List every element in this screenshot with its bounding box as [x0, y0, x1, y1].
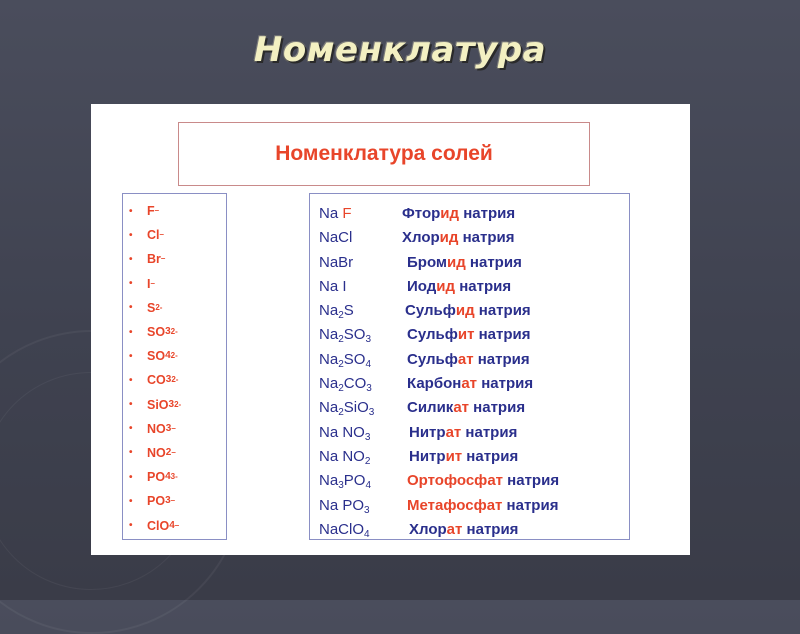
formula-subscript: 3: [364, 504, 370, 516]
formula-part: Na NO: [319, 447, 365, 465]
name-part: натрия: [502, 496, 559, 514]
name-part: натрия: [473, 350, 530, 368]
name-part: Бром: [407, 253, 448, 271]
anion-item: • NO 2 –: [129, 445, 176, 460]
anion-item: • ClO 4 –: [129, 518, 180, 533]
name-part: Нитр: [409, 423, 446, 441]
anion-item: • Cl –: [129, 228, 164, 243]
anion-symbol: SO: [147, 349, 166, 364]
bullet-icon: •: [129, 350, 133, 362]
formula-subscript: 4: [365, 358, 371, 370]
table-heading-box: [178, 122, 590, 186]
formula-part: S: [343, 302, 354, 320]
formula-part: Na: [319, 205, 343, 222]
formula-subscript: 2: [338, 358, 344, 370]
name-part: натрия: [474, 302, 531, 320]
salt-formula: [319, 448, 370, 465]
bullet-icon: •: [129, 205, 133, 217]
name-part: Фтор: [402, 205, 441, 222]
formula-part: F: [342, 205, 352, 222]
name-part: натрия: [477, 375, 534, 393]
salt-name: [409, 521, 518, 538]
name-highlight: ат: [446, 520, 463, 538]
formula-part: NaBr: [319, 253, 354, 271]
formula-subscript: 2: [338, 407, 344, 419]
salt-formula: [319, 375, 372, 395]
formula-part: Na NO: [319, 423, 365, 441]
anion-symbol: SiO: [147, 397, 169, 412]
name-part: Хлор: [402, 229, 440, 247]
salt-formula: [319, 521, 370, 538]
anion-item: • PO 4 3-: [129, 470, 178, 485]
anion-item: • CO 3 2-: [129, 373, 179, 388]
formula-part: Na: [319, 375, 339, 393]
salt-name: [402, 229, 514, 246]
formula-subscript: 4: [364, 528, 370, 540]
bullet-icon: •: [129, 423, 133, 435]
anion-symbol: Br: [147, 252, 161, 267]
bullet-icon: •: [129, 471, 133, 483]
formula-subscript: 4: [365, 480, 371, 492]
salt-name: [407, 399, 525, 416]
formula-part: Na I: [319, 277, 347, 295]
salt-name: [407, 351, 530, 368]
salt-row: [310, 203, 629, 227]
salt-formula: [319, 497, 370, 514]
salt-formula: [319, 472, 371, 492]
name-highlight: ат: [453, 399, 470, 417]
anion-symbol: ClO: [147, 518, 170, 533]
anion-list: [123, 194, 226, 538]
anion-symbol: I: [147, 276, 151, 291]
anion-list-box: [122, 193, 227, 540]
anion-symbol: Cl: [147, 228, 160, 243]
salt-row: [310, 519, 629, 543]
salt-row: [310, 324, 629, 348]
anion-item: • SO 3 2-: [129, 325, 178, 340]
name-highlight: ид: [447, 253, 466, 271]
bullet-icon: •: [129, 302, 133, 314]
salt-name: [407, 278, 511, 295]
salt-formula: [319, 229, 352, 246]
name-part: Нитр: [409, 447, 446, 465]
bullet-icon: •: [129, 495, 133, 507]
formula-subscript: 2: [364, 455, 371, 467]
name-part: Сульф: [407, 350, 458, 368]
salt-name: [409, 424, 517, 441]
bullet-icon: •: [129, 253, 133, 265]
name-part: Карбон: [407, 375, 462, 393]
formula-subscript: 3: [368, 407, 375, 419]
name-part: натрия: [465, 253, 522, 271]
name-part: Сульф: [407, 326, 458, 344]
salt-formula: [319, 205, 352, 222]
salt-formula: [319, 351, 371, 368]
name-highlight: Ортофосф: [407, 472, 488, 490]
name-highlight: ат: [445, 423, 462, 441]
slide-title: Номенклатура: [253, 30, 547, 70]
salt-row: [310, 252, 629, 276]
anion-item: • SO 4 2-: [129, 349, 178, 364]
name-part: натрия: [461, 423, 518, 441]
name-highlight: ит: [457, 326, 475, 344]
salt-row: [310, 470, 629, 494]
salt-formula: [319, 302, 354, 322]
salt-name: [405, 302, 531, 319]
salt-formula: [319, 278, 347, 295]
salt-row: [310, 422, 629, 446]
salt-row: [310, 276, 629, 300]
formula-part: Na: [319, 302, 339, 320]
name-highlight: ат: [486, 496, 503, 514]
name-part: натрия: [455, 277, 512, 295]
table-image-panel: [91, 104, 690, 555]
formula-part: Na: [319, 350, 339, 368]
salt-name: [407, 375, 533, 392]
salt-name: [407, 497, 558, 514]
formula-subscript: 3: [365, 334, 371, 346]
bullet-icon: •: [129, 399, 133, 411]
name-highlight: ид: [439, 229, 459, 247]
name-part: натрия: [459, 205, 516, 222]
anion-item: • S 2-: [129, 300, 163, 315]
anion-item: • F –: [129, 204, 160, 219]
name-part: Силик: [407, 399, 454, 417]
salt-row: [310, 495, 629, 519]
bullet-icon: •: [129, 278, 133, 290]
salt-list-box: [309, 193, 630, 540]
anion-item: • SiO 3 2-: [129, 397, 182, 412]
anion-item: • PO 3 –: [129, 494, 176, 509]
salt-row: [310, 349, 629, 373]
anion-symbol: PO: [147, 494, 166, 509]
bullet-icon: •: [129, 520, 133, 532]
formula-part: Na: [319, 399, 339, 417]
anion-symbol: NO: [147, 445, 166, 460]
anion-item: • I –: [129, 276, 155, 291]
salt-formula: [319, 254, 353, 271]
salt-row: [310, 446, 629, 470]
bullet-icon: •: [129, 447, 133, 459]
name-highlight: Метафосф: [407, 496, 487, 514]
name-highlight: ит: [445, 447, 463, 465]
name-part: натрия: [503, 472, 560, 490]
name-highlight: ат: [457, 350, 474, 368]
anion-item: • Br –: [129, 252, 166, 267]
name-highlight: ид: [436, 277, 456, 295]
formula-part: PO: [343, 472, 366, 490]
salt-name: [407, 472, 559, 489]
name-highlight: ид: [440, 205, 460, 222]
anion-symbol: PO: [147, 470, 166, 485]
anion-symbol: SO: [147, 325, 166, 340]
salt-name: [402, 205, 515, 222]
formula-part: NaClO: [319, 520, 365, 538]
formula-part: Na: [319, 326, 339, 344]
salt-name: [407, 254, 522, 271]
anion-symbol: NO: [147, 421, 166, 436]
name-highlight: ид: [455, 302, 475, 320]
formula-subscript: 2: [338, 334, 344, 346]
anion-item: • NO 3 –: [129, 421, 176, 436]
name-part: натрия: [458, 229, 515, 247]
formula-part: SO: [343, 326, 366, 344]
formula-subscript: 3: [338, 480, 344, 492]
formula-subscript: 3: [364, 431, 371, 443]
anion-symbol: F: [147, 204, 155, 219]
name-highlight: ат: [487, 472, 504, 490]
anion-symbol: CO: [147, 373, 166, 388]
formula-part: SiO: [343, 399, 369, 417]
salt-formula: [319, 326, 371, 346]
salt-formula: [319, 399, 375, 419]
name-part: натрия: [462, 520, 519, 538]
anion-symbol: S: [147, 300, 156, 315]
salt-row: [310, 227, 629, 251]
name-part: натрия: [474, 326, 531, 344]
salt-row: [310, 373, 629, 397]
formula-subscript: 3: [366, 383, 372, 395]
name-part: натрия: [469, 399, 526, 417]
formula-part: SO: [343, 350, 366, 368]
bullet-icon: •: [129, 374, 133, 386]
salt-formula: [319, 424, 370, 441]
name-part: Иод: [407, 277, 437, 295]
formula-subscript: 2: [338, 310, 344, 322]
name-part: Хлор: [409, 520, 447, 538]
formula-part: CO: [343, 375, 367, 393]
salt-row: [310, 300, 629, 324]
salt-row: [310, 397, 629, 421]
formula-subscript: 2: [338, 383, 344, 395]
name-part: натрия: [462, 447, 519, 465]
table-heading: Номенклатура солей: [275, 142, 493, 165]
salt-name: [409, 448, 518, 465]
salt-name: [407, 326, 531, 343]
formula-part: Na: [319, 472, 339, 490]
formula-part: NaCl: [319, 229, 353, 247]
name-highlight: ат: [461, 375, 478, 393]
bullet-icon: •: [129, 326, 133, 338]
formula-part: Na PO: [319, 496, 365, 514]
name-part: Сульф: [405, 302, 456, 320]
bullet-icon: •: [129, 229, 133, 241]
